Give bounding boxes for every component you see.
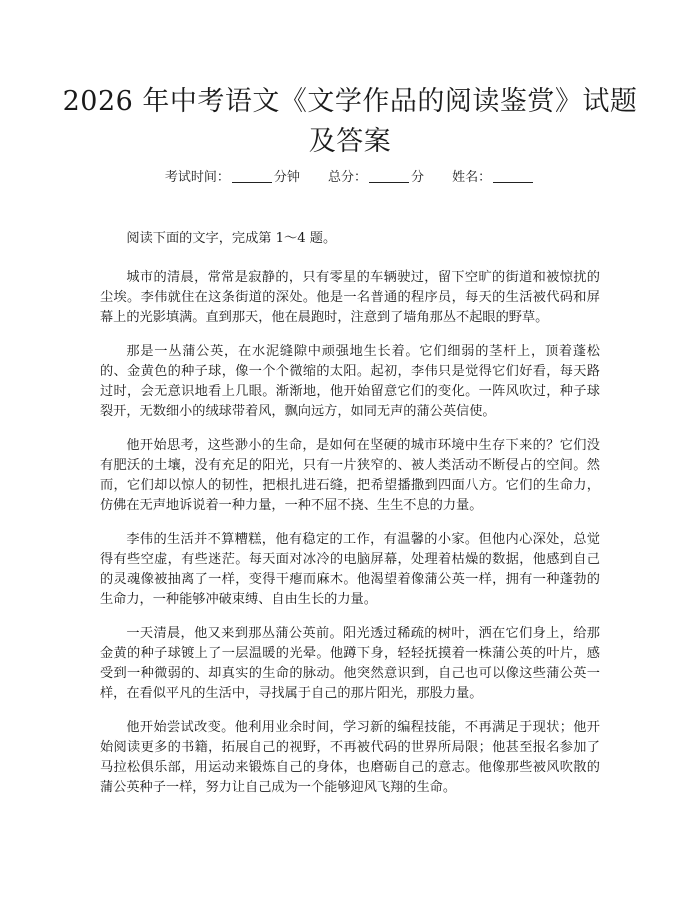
passage-paragraph-2: 那是一丛蒲公英，在水泥缝隙中顽强地生长着。它们细弱的茎杆上，顶着蓬松的、金黄色的种子球，像一个个微缩的太阳。起初，李伟只是觉得它们好看，每天路过时，会无意识地看上几眼。渐渐地，他开始留意它们的变化。一阵风吹过，种子球裂开，无数细小的绒球带着风，飘向远方，如同无声的蒲公英信使。 xyxy=(100,344,600,419)
document-title: 2026 年中考语文《文学作品的阅读鉴赏》试题及答案 xyxy=(62,86,638,157)
passage-paragraph-4: 李伟的生活并不算糟糕，他有稳定的工作，有温馨的小家。但他内心深处，总觉得有些空虚，有些迷茫。每天面对冰冷的电脑屏幕，处理着枯燥的数据，他感到自己的灵魂像被抽离了一样，变得干瘪而麻木。他渴望着像蒲公英一样，拥有一种蓬勃的生命力，一种能够冲破束缚、自由生长的力量。 xyxy=(100,532,600,607)
passage-paragraph-1: 城市的清晨，常常是寂静的，只有零星的车辆驶过，留下空旷的街道和被惊扰的尘埃。李伟就住在这条街道的深处。他是一名普通的程序员，每天的生活被代码和屏幕上的光影填满。直到那天，他在晨跑时，注意到了墙角那丛不起眼的野草。 xyxy=(100,270,600,325)
name-blank[interactable] xyxy=(493,168,533,183)
total-score-blank[interactable] xyxy=(369,168,409,183)
exam-time-blank[interactable] xyxy=(232,168,272,183)
total-score-field xyxy=(328,168,424,188)
total-score-unit: 分 xyxy=(411,170,425,185)
passage-paragraph-3: 他开始思考，这些渺小的生命，是如何在坚硬的城市环境中生存下来的？它们没有肥沃的土壤，没有充足的阳光，只有一片狭窄的、被人类活动不断侵占的空间。然而，它们却以惊人的韧性，把根扎进石缝，把希望播撒到四面八方。它们的生命力，仿佛在无声地诉说着一种力量，一种不屈不挠、生生不息的力量。 xyxy=(100,438,600,513)
name-field xyxy=(452,168,535,188)
exam-time-label: 考试时间： xyxy=(164,170,230,185)
total-score-label: 总分： xyxy=(327,170,367,185)
passage-instruction: 阅读下面的文字，完成第 1～4 题。 xyxy=(126,231,337,246)
exam-info-line xyxy=(0,168,700,188)
reading-passage xyxy=(100,229,600,812)
passage-paragraph-6: 他开始尝试改变。他利用业余时间，学习新的编程技能，不再满足于现状；他开始阅读更多的书籍，拓展自己的视野，不再被代码的世界所局限；他甚至报名参加了马拉松俱乐部，用运动来锻炼自己的身体，也磨砺自己的意志。他像那些被风吹散的蒲公英种子一样，努力让自己成为一个能够迎风飞翔的生命。 xyxy=(100,720,600,795)
name-label: 姓名： xyxy=(452,170,492,185)
exam-time-field xyxy=(165,168,300,188)
exam-time-unit: 分钟 xyxy=(273,170,300,185)
passage-paragraph-5: 一天清晨，他又来到那丛蒲公英前。阳光透过稀疏的树叶，洒在它们身上，给那金黄的种子球镀上了一层温暖的光晕。他蹲下身，轻轻抚摸着一株蒲公英的叶片，感受到一种微弱的、却真实的生命的脉动。他突然意识到，自己也可以像这些蒲公英一样，在看似平凡的生活中，寻找属于自己的那片阳光，那股力量。 xyxy=(100,626,600,701)
